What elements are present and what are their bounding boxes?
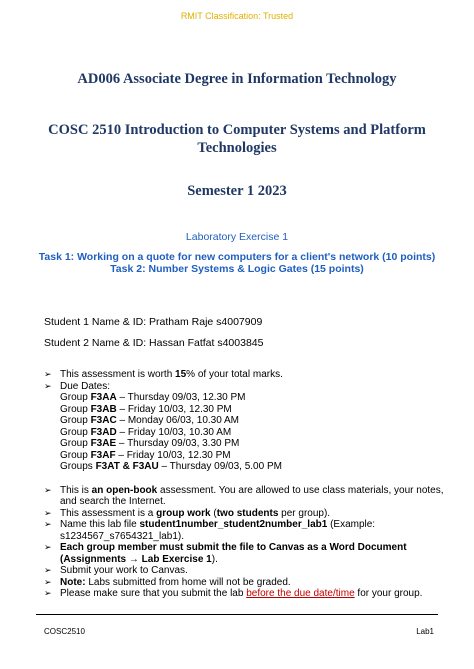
list-item xyxy=(44,485,454,508)
text: (Example: s1234567_s7654321_lab1). xyxy=(60,519,376,542)
program-title: AD006 Associate Degree in Information Technology xyxy=(77,71,397,87)
list-item xyxy=(44,542,454,565)
text: assessment. You are allowed to use class materials, your notes, and search the Internet. xyxy=(60,484,444,507)
group-code: F3AT & F3AU xyxy=(95,461,159,472)
text: Please make sure that you submit the lab xyxy=(60,588,247,599)
bold-text: 15 xyxy=(175,369,187,380)
list-item xyxy=(44,565,454,577)
text: Labs submitted from home will not be graded. xyxy=(85,576,291,588)
arrow-bullet-icon: ➢ xyxy=(44,542,52,552)
text: for your group. xyxy=(354,588,423,599)
list-item-due-dates xyxy=(44,381,454,473)
list-item xyxy=(44,577,454,589)
lab-title: Laboratory Exercise 1 xyxy=(185,231,289,243)
task2-title: Task 2: Number Systems & Logic Gates (15 points) xyxy=(110,263,364,275)
bold-text: group work xyxy=(156,507,211,519)
group-row xyxy=(60,438,454,450)
bold-text: student1number_student2number_lab1 xyxy=(139,519,328,530)
text: This assessment is a xyxy=(60,507,157,519)
semester-title: Semester 1 2023 xyxy=(187,183,287,199)
text: – Friday 10/03, 12.30 PM xyxy=(116,403,232,415)
text: ). xyxy=(211,553,218,565)
text: Name this lab file xyxy=(60,519,140,530)
group-row xyxy=(60,392,454,404)
text: – Thursday 09/03, 5.00 PM xyxy=(158,461,282,472)
group-row xyxy=(60,461,454,473)
bold-text: Each group member must submit the file to Canvas as a Word Document (Assignments → Lab Exercise 1 xyxy=(60,542,407,565)
arrow-bullet-icon: ➢ xyxy=(44,588,52,598)
group-row xyxy=(60,450,454,462)
course-title xyxy=(0,121,474,157)
text: Submit your work to Canvas. xyxy=(60,565,188,576)
group-code: F3AA xyxy=(90,392,117,403)
classification-label: RMIT Classification: Trusted xyxy=(180,11,294,21)
bold-text: Note: xyxy=(60,576,86,588)
group-row xyxy=(60,415,454,427)
text: – Thursday 09/03, 12.30 PM xyxy=(116,392,246,403)
group-code: F3AD xyxy=(90,426,117,438)
group-row xyxy=(60,427,454,439)
course-title-line1: COSC 2510 Introduction to Computer Systems and Platform xyxy=(48,122,426,138)
text: – Friday 10/03, 10.30 AM xyxy=(116,426,232,438)
text: – Thursday 09/03, 3.30 PM xyxy=(116,438,240,449)
footer-course-code: COSC2510 xyxy=(44,627,85,636)
group-code: F3AE xyxy=(90,438,117,449)
due-date-emphasis: before the due date/time xyxy=(246,588,355,599)
due-dates-label: Due Dates: xyxy=(60,380,111,392)
text: Group xyxy=(60,403,91,415)
text: % of your total marks. xyxy=(186,369,283,380)
arrow-bullet-icon: ➢ xyxy=(44,484,52,495)
student2-line: Student 2 Name & ID: Hassan Fatfat s4003845 xyxy=(44,337,264,349)
text: per group). xyxy=(278,507,331,519)
text: Group xyxy=(60,449,91,461)
arrow-bullet-icon: ➢ xyxy=(44,576,52,587)
course-title-line2: Technologies xyxy=(197,140,277,156)
list-item xyxy=(44,519,454,542)
student1-line: Student 1 Name & ID: Pratham Raje s4007909 xyxy=(44,316,263,328)
text: Group xyxy=(60,426,91,438)
arrow-bullet-icon: ➢ xyxy=(44,507,52,518)
arrow-bullet-icon: ➢ xyxy=(44,565,52,575)
list-item xyxy=(44,588,454,600)
text: – Friday 10/03, 12.30 PM xyxy=(115,449,231,461)
spacer xyxy=(44,473,454,485)
group-code: F3AC xyxy=(90,415,117,426)
group-code: F3AF xyxy=(90,449,116,461)
arrow-bullet-icon: ➢ xyxy=(44,380,52,391)
text: Groups xyxy=(60,461,96,472)
footer-page-label: Lab1 xyxy=(416,627,434,636)
text: This is xyxy=(60,484,92,496)
text: Group xyxy=(60,415,91,426)
arrow-bullet-icon: ➢ xyxy=(44,519,52,529)
list-item xyxy=(44,508,454,520)
bold-text: two students xyxy=(216,507,279,519)
text: ( xyxy=(210,507,217,519)
text: Group xyxy=(60,392,91,403)
group-row xyxy=(60,404,454,416)
group-code: F3AB xyxy=(90,403,117,415)
arrow-bullet-icon: ➢ xyxy=(44,369,52,379)
text: – Monday 06/03, 10.30 AM xyxy=(116,415,240,426)
instructions-list xyxy=(44,369,454,600)
list-item xyxy=(44,369,454,381)
task1-title: Task 1: Working on a quote for new computers for a client's network (10 points) xyxy=(38,251,436,263)
bold-text: an open-book xyxy=(91,484,158,496)
footer-divider xyxy=(36,614,438,615)
text: This assessment is worth xyxy=(60,369,176,380)
text: Group xyxy=(60,438,91,449)
